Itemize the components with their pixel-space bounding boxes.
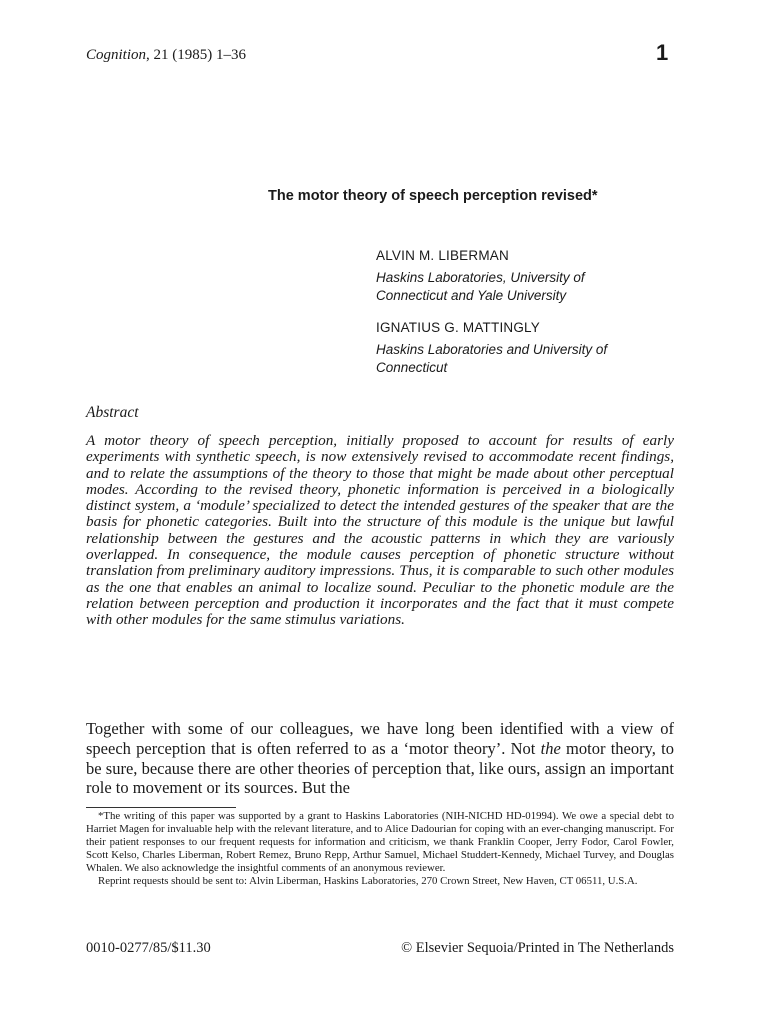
paper-title: The motor theory of speech perception revised*	[268, 188, 598, 204]
affiliation-line: Connecticut	[376, 360, 448, 375]
affiliation-line: Connecticut and Yale University	[376, 288, 567, 303]
footnote-block	[86, 810, 674, 889]
footnote-divider	[86, 807, 236, 808]
author-affiliation	[376, 341, 676, 377]
publication-code: 0010-0277/85/$11.30	[86, 940, 211, 956]
body-paragraph	[86, 719, 674, 798]
footnote-reprint: Reprint requests should be sent to: Alvin Liberman, Haskins Laboratories, 270 Crown Street, New Haven, CT 06511, U.S.A.	[98, 875, 638, 888]
author-name: IGNATIUS G. MATTINGLY	[376, 320, 540, 335]
body-text: motor theory, to be sure, because there are other theories of perception that, like ours, assign an important role to movement or its sources. But the	[86, 738, 674, 798]
author-name: ALVIN M. LIBERMAN	[376, 248, 509, 263]
affiliation-line: Haskins Laboratories, University of	[376, 270, 585, 285]
footnote-acknowledgement: *The writing of this paper was supported by a grant to Haskins Laboratories (NIH-NICHD HD-01994). We owe a special debt to Harriet Magen for invaluable help with the relevant literature, and to Alice Dadourian for coping with an ever-changing manuscript. For their patient responses to our frequent requests for information and criticism, we thank Franklin Cooper, Jerry Fodor, Carol Fowler, Scott Kelso, Charles Liberman, Robert Remez, Bruno Repp, Arthur Samuel, Michael Studdert-Kennedy, Michael Turvey, and Douglas Whalen. We also acknowledge the insightful comments of an anonymous reviewer.	[86, 810, 674, 875]
journal-name: Cognition	[86, 47, 147, 63]
publisher-line: © Elsevier Sequoia/Printed in The Netherlands	[401, 940, 674, 956]
author-block-1	[376, 248, 676, 305]
author-block-2	[376, 320, 676, 377]
page-number: 1	[656, 40, 669, 65]
abstract-heading: Abstract	[86, 404, 139, 421]
abstract-text: A motor theory of speech perception, initially proposed to account for results of early experiments with synthetic speech, is now extensively revised to accommodate recent findings, and to relate the assumptions of the theory to those that might be made about other perceptual modes. According to the revised theory, phonetic information is perceived in a biologically distinct system, a ‘module’ specialized to detect the intended gestures of the speaker that are the basis for phonetic categories. Built into the structure of this module is the unique but lawful relationship between the gestures and the acoustic patterns in which they are variously overlapped. In consequence, the module causes perception of phonetic structure without translation from preliminary auditory impressions. Thus, it is comparable to such other modules as the one that enables an animal to localize sound. Peculiar to the phonetic module are the relation between perception and production it incorporates and the fact that it must compete with other modules for the same stimulus variations.	[86, 432, 674, 629]
body-emphasis: the	[540, 738, 561, 758]
affiliation-line: Haskins Laboratories and University of	[376, 342, 608, 357]
journal-citation	[86, 47, 246, 64]
journal-volume: , 21 (1985) 1–36	[146, 47, 247, 63]
author-affiliation	[376, 269, 676, 305]
body-text: Together with some of our colleagues, we have long been identified with a view of speech perception that is often referred to as a ‘motor theory’. Not	[86, 719, 674, 758]
